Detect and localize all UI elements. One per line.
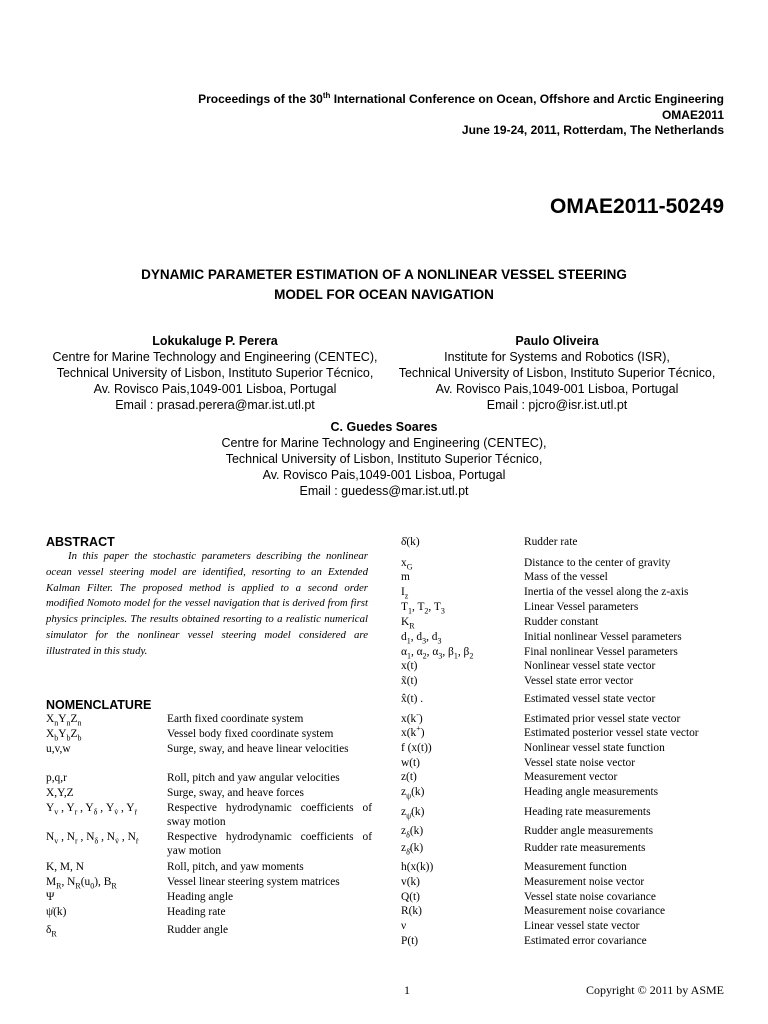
proceedings-line: Proceedings of the 30th International Conference on Ocean, Offshore and Arctic Engineering	[198, 91, 724, 106]
nomenclature-symbol: $x_G$	[401, 557, 413, 572]
nomenclature-symbol: ψ̇(k)	[46, 906, 67, 918]
nomenclature-definition: Surge, sway, and heave forces	[167, 787, 304, 799]
nomenclature-definition: Distance to the center of gravity	[524, 557, 671, 569]
nomenclature-definition: Vessel body fixed coordinate system	[167, 728, 334, 740]
nomenclature-symbol: $\alpha_1$, $\alpha_2$, $\alpha_3$, $\beta_1$, $\beta_2$	[401, 646, 474, 661]
nomenclature-definition: Rudder constant	[524, 616, 599, 628]
nomenclature-symbol: x(k-)	[401, 710, 423, 725]
nomenclature-symbol: h(x(k))	[401, 861, 434, 873]
author-name: C. Guedes Soares	[330, 420, 438, 434]
nomenclature-definition: Rudder angle	[167, 924, 229, 936]
abstract-heading: ABSTRACT	[46, 535, 115, 549]
nomenclature-heading: NOMENCLATURE	[46, 698, 152, 712]
nomenclature-definition: Earth fixed coordinate system	[167, 713, 304, 725]
author-email: Email : pjcro@isr.ist.utl.pt	[486, 398, 628, 412]
copyright: Copyright © 2011 by ASME	[585, 983, 724, 997]
nomenclature-definition: Initial nonlinear Vessel parameters	[524, 631, 682, 643]
author-email: Email : prasad.perera@mar.ist.utl.pt	[115, 398, 315, 412]
nomenclature-symbol: R(k)	[401, 905, 422, 917]
nomenclature-definition: Vessel state noise covariance	[524, 891, 656, 903]
nomenclature-symbol: X,Y,Z	[46, 787, 74, 799]
nomenclature-symbol: u,v,w	[46, 743, 71, 755]
nomenclature-symbol: $z_\psi(k)$	[401, 786, 425, 801]
paper-id: OMAE2011-50249	[550, 195, 724, 218]
nomenclature-symbol: Ψ	[46, 891, 55, 903]
author-email: Email : guedess@mar.ist.utl.pt	[299, 484, 469, 498]
nomenclature-symbol: $Y_v$ , $Y_r$ , $Y_\delta$ , $Y_{v̇}$ , $Y_ṙ$	[46, 802, 138, 817]
nomenclature-symbol: $T_1$, $T_2$, $T_3$	[401, 601, 445, 616]
nomenclature-definition: Estimated prior vessel state vector	[524, 713, 681, 725]
nomenclature-symbol: K, M, N	[46, 861, 84, 873]
nomenclature-definition: Rudder angle measurements	[524, 825, 654, 837]
nomenclature-symbol: ν	[401, 920, 407, 932]
nomenclature-symbol: x(t)	[401, 660, 418, 672]
nomenclature-symbol: z(t)	[401, 771, 417, 783]
nomenclature-definition: Measurement vector	[524, 771, 618, 783]
nomenclature-symbol: P(t)	[401, 935, 419, 947]
nomenclature-symbol: $z_{\deltȧ}(k)$	[401, 842, 424, 857]
nomenclature-definition: Rudder rate	[524, 536, 578, 548]
date-location: June 19-24, 2011, Rotterdam, The Netherlands	[461, 123, 724, 137]
nomenclature-symbol: Q(t)	[401, 891, 420, 903]
nomenclature-symbol: $z_\delta(k)$	[401, 825, 424, 840]
nomenclature-definition: Nonlinear vessel state vector	[524, 660, 656, 672]
page-number: 1	[404, 983, 410, 997]
nomenclature-definition: Roll, pitch and yaw angular velocities	[167, 772, 340, 784]
abstract-text: In this paper the stochastic parameters describing the nonlinear ocean vessel steering model are identified, resorting to an Extended Kalman Filter. The proposed method is applied to a second order modified Nomoto model for the vessel navigation that is derived from first physics principles. The results obtained resorting to a realistic numerical simulator for the nonlinear vessel steering model considered are illustrated in this study.	[46, 550, 368, 657]
nomenclature-symbol: p,q,r	[46, 772, 67, 784]
nomenclature-symbol: $I_z$	[401, 586, 409, 601]
author-block-2: Paulo Oliveira Institute for Systems and Robotics (ISR), Technical University of Lisbon, Instituto Superior Técnico, Av. Rovisco Pais,1049-001 Lisboa, Portugal Email : pjcro@isr.ist.utl.pt	[382, 333, 732, 413]
author-name: Paulo Oliveira	[515, 334, 599, 348]
nomenclature-symbol: $d_1$, $d_3$, $d_3$	[401, 631, 442, 646]
nomenclature-symbol: w(t)	[401, 757, 420, 769]
nomenclature-definition: Measurement function	[524, 861, 627, 873]
nomenclature-definition: Nonlinear vessel state function	[524, 742, 665, 754]
nomenclature-symbol: x̂(t) .	[401, 693, 424, 705]
nomenclature-symbol: $\delta_R$	[46, 924, 57, 939]
nomenclature-symbol: $X_bY_bZ_b$	[46, 728, 82, 743]
nomenclature-definition: Roll, pitch, and yaw moments	[167, 861, 304, 873]
nomenclature-definition: Rudder rate measurements	[524, 842, 646, 854]
nomenclature-symbol: m	[401, 571, 410, 583]
nomenclature-definition: Surge, sway, and heave linear velocities	[167, 743, 349, 755]
nomenclature-definition: Estimated vessel state vector	[524, 693, 656, 705]
nomenclature-definition: Heading angle	[167, 891, 234, 903]
nomenclature-symbol: $z_{\psi̇}(k)$	[401, 806, 425, 821]
author-block-3: C. Guedes Soares Centre for Marine Technology and Engineering (CENTEC), Technical University of Lisbon, Instituto Superior Técnico, Av. Rovisco Pais,1049-001 Lisboa, Portugal Email : guedess@mar.ist.utl.pt	[209, 419, 559, 499]
nomenclature-definition: Vessel linear steering system matrices	[167, 876, 340, 888]
paper-title: DYNAMIC PARAMETER ESTIMATION OF A NONLINEAR VESSEL STEERING MODEL FOR OCEAN NAVIGATION	[141, 267, 627, 302]
nomenclature-symbol: f (x(t))	[401, 742, 432, 754]
nomenclature-symbol: $N_v$ , $N_r$ , $N_\delta$ , $N_{v̇}$ , $N_ṙ$	[46, 831, 139, 846]
nomenclature-definition: Estimated posterior vessel state vector	[524, 727, 699, 739]
nomenclature-definition: Linear Vessel parameters	[524, 601, 639, 613]
nomenclature-definition: Vessel state error vector	[524, 675, 634, 687]
nomenclature-symbol: x(k+)	[401, 724, 425, 739]
nomenclature-definition: Measurement noise vector	[524, 876, 645, 888]
nomenclature-definition: Heading angle measurements	[524, 786, 659, 798]
nomenclature-definition: Inertia of the vessel along the z-axis	[524, 586, 689, 598]
nomenclature-definition: Final nonlinear Vessel parameters	[524, 646, 678, 658]
nomenclature-symbol: v(k)	[401, 876, 420, 888]
author-name: Lokukaluge P. Perera	[152, 334, 278, 348]
nomenclature-symbol: x̃(t)	[401, 675, 418, 687]
nomenclature-symbol: $M_R$, $N_R(u_0)$, $B_R$	[46, 876, 117, 891]
nomenclature-definition: Respective hydrodynamic coefficients of sway motion	[167, 802, 372, 828]
nomenclature-definition: Measurement noise covariance	[524, 905, 666, 917]
nomenclature-symbol: $K_R$	[401, 616, 415, 631]
nomenclature-definition: Respective hydrodynamic coefficients of yaw motion	[167, 831, 372, 857]
nomenclature-symbol: $X_nY_nZ_n$	[46, 713, 82, 728]
nomenclature-definition: Heading rate	[167, 906, 226, 918]
nomenclature-symbol: δ̇(k)	[401, 536, 420, 548]
nomenclature-definition: Vessel state noise vector	[524, 757, 636, 769]
conference-short: OMAE2011	[661, 108, 724, 122]
nomenclature-definition: Heading rate measurements	[524, 806, 651, 818]
nomenclature-definition: Mass of the vessel	[524, 571, 608, 583]
nomenclature-definition: Linear vessel state vector	[524, 920, 640, 932]
author-block-1: Lokukaluge P. Perera Centre for Marine Technology and Engineering (CENTEC), Technical University of Lisbon, Instituto Superior Técnico, Av. Rovisco Pais,1049-001 Lisboa, Portugal Email : prasad.perera@mar.ist.utl.pt	[40, 333, 390, 413]
nomenclature-definition: Estimated error covariance	[524, 935, 647, 947]
